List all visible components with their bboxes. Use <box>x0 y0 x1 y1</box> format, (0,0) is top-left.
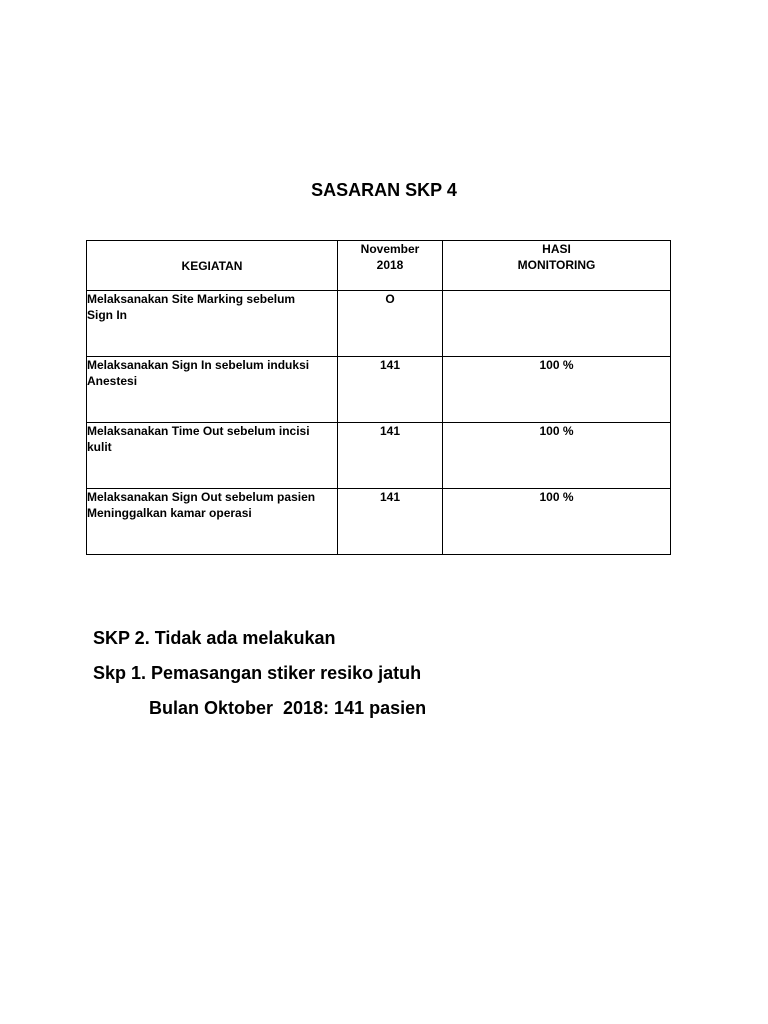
header-hasil <box>443 241 671 291</box>
kegiatan-text-line1: Melaksanakan Sign Out sebelum pasien <box>87 490 316 504</box>
kegiatan-text-line1: Melaksanakan Sign In sebelum induksi <box>87 358 310 372</box>
table-row <box>87 291 671 357</box>
header-kegiatan-label: KEGIATAN <box>181 258 243 273</box>
table-row <box>87 357 671 423</box>
cell-hasil: 100 % <box>443 423 671 489</box>
cell-bulan: 141 <box>338 423 443 489</box>
table-row <box>87 489 671 555</box>
skp-table <box>86 240 671 555</box>
cell-hasil: 100 % <box>443 489 671 555</box>
note-skp1: Skp 1. Pemasangan stiker resiko jatuh <box>93 663 422 683</box>
kegiatan-text-line2: Sign In <box>87 308 127 322</box>
kegiatan-text-line1: Melaksanakan Time Out sebelum incisi <box>87 424 310 438</box>
cell-kegiatan <box>87 489 338 555</box>
note-skp2: SKP 2. Tidak ada melakukan <box>93 628 336 648</box>
notes-section <box>93 626 426 731</box>
header-bulan-year: 2018 <box>376 258 404 272</box>
cell-bulan: 141 <box>338 357 443 423</box>
cell-bulan: O <box>338 291 443 357</box>
cell-kegiatan <box>87 423 338 489</box>
cell-kegiatan <box>87 291 338 357</box>
header-hasil-line1: HASI <box>542 242 571 256</box>
note-oktober-count: Bulan Oktober 2018: 141 pasien <box>149 698 427 718</box>
header-bulan-month: November <box>360 242 420 256</box>
kegiatan-text-line2: Meninggalkan kamar operasi <box>87 506 252 520</box>
kegiatan-text-line1: Melaksanakan Site Marking sebelum <box>87 292 296 306</box>
header-kegiatan <box>87 241 338 291</box>
kegiatan-text-line2: Anestesi <box>87 374 138 388</box>
cell-hasil: 100 % <box>443 357 671 423</box>
table-row <box>87 423 671 489</box>
header-hasil-line2: MONITORING <box>517 258 596 272</box>
kegiatan-text-line2: kulit <box>87 440 112 454</box>
page-title: SASARAN SKP 4 <box>311 180 457 200</box>
header-bulan <box>338 241 443 291</box>
cell-kegiatan <box>87 357 338 423</box>
cell-hasil <box>443 291 671 357</box>
cell-bulan: 141 <box>338 489 443 555</box>
table-header-row <box>87 241 671 291</box>
